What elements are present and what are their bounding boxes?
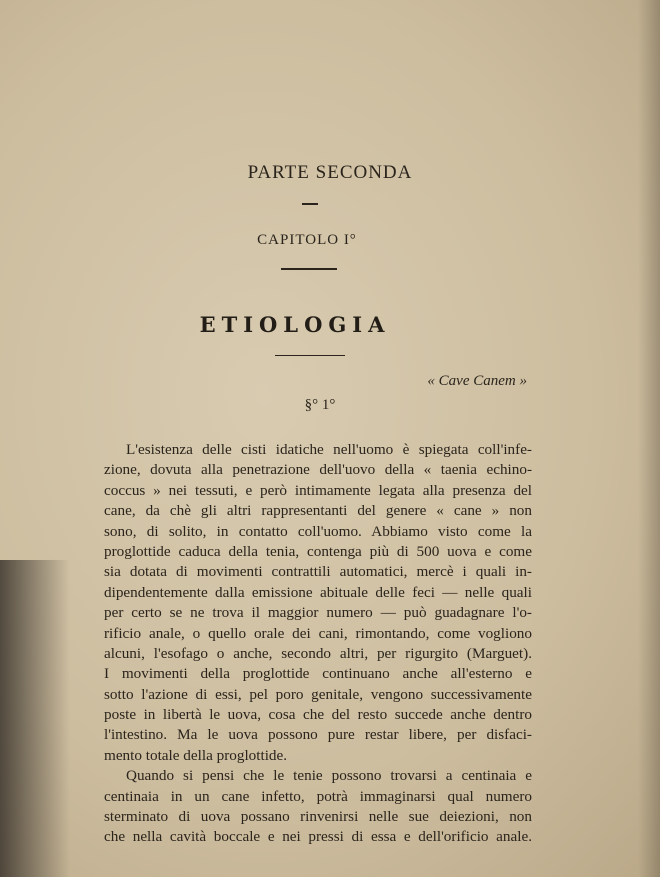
body-line: alcuni, l'esofago o anche, secondo altri, per rigurgito (Marguet). <box>104 644 532 662</box>
title-rule <box>275 355 345 356</box>
body-line: centinaia in un cane infetto, potrà immaginarsi qual numero <box>104 787 532 805</box>
body-line: che nella cavità boccale e nei pressi di essa e dell'orificio anale. <box>104 828 532 846</box>
body-line: proglottide caduca della tenia, contenga più di 500 uova e come <box>104 542 532 560</box>
body-line: cane, da chè gli altri rappresentanti del genere « cane » non <box>104 502 532 520</box>
body-text <box>104 440 532 848</box>
body-line: dipendentemente dalla emissione abituale delle feci — nelle quali <box>104 583 532 601</box>
chapter-title: CAPITOLO I° <box>257 232 357 248</box>
epigraph: « Cave Canem » <box>427 373 527 389</box>
body-line: sia dotata di movimenti contrattili automatici, mercè i quali in- <box>104 563 532 581</box>
body-line: poste in libertà le uova, cosa che del resto succede anche dentro <box>104 706 532 724</box>
body-line: sotto l'azione di essi, pel poro genitale, vengono successivamente <box>104 685 532 703</box>
section-number: §° 1° <box>304 397 336 413</box>
body-line: sono, di solito, in contatto coll'uomo. Abbiamo visto come la <box>104 522 532 540</box>
body-line: per certo se ne trova il maggior numero — può guadagnare l'o- <box>104 604 532 622</box>
page-edge-shadow <box>638 0 660 877</box>
short-dash-divider <box>302 203 318 205</box>
body-line: rificio anale, o quello orale dei cani, rimontando, come vogliono <box>104 624 532 642</box>
chapter-rule <box>281 268 337 270</box>
body-line: l'intestino. Ma le uova possono pure restar libere, per disfaci- <box>104 726 532 744</box>
part-title: PARTE SECONDA <box>247 162 413 183</box>
body-line: Quando si pensi che le tenie possono trovarsi a centinaia e <box>126 767 532 785</box>
page-shadow <box>0 560 70 877</box>
body-line: I movimenti della proglottide continuano anche all'esterno e <box>104 665 532 683</box>
body-line: L'esistenza delle cisti idatiche nell'uomo è spiegata coll'infe- <box>126 441 532 458</box>
body-line: sterminato di uova possano rinvenirsi nelle sue deiezioni, non <box>104 808 532 826</box>
main-title: ETIOLOGIA <box>199 312 391 337</box>
body-line: mento totale della proglottide. <box>104 746 288 764</box>
body-line: coccus » nei tessuti, e però intimamente legata alla presenza del <box>104 481 532 499</box>
body-line: zione, dovuta alla penetrazione dell'uovo della « taenia echino- <box>104 461 532 479</box>
